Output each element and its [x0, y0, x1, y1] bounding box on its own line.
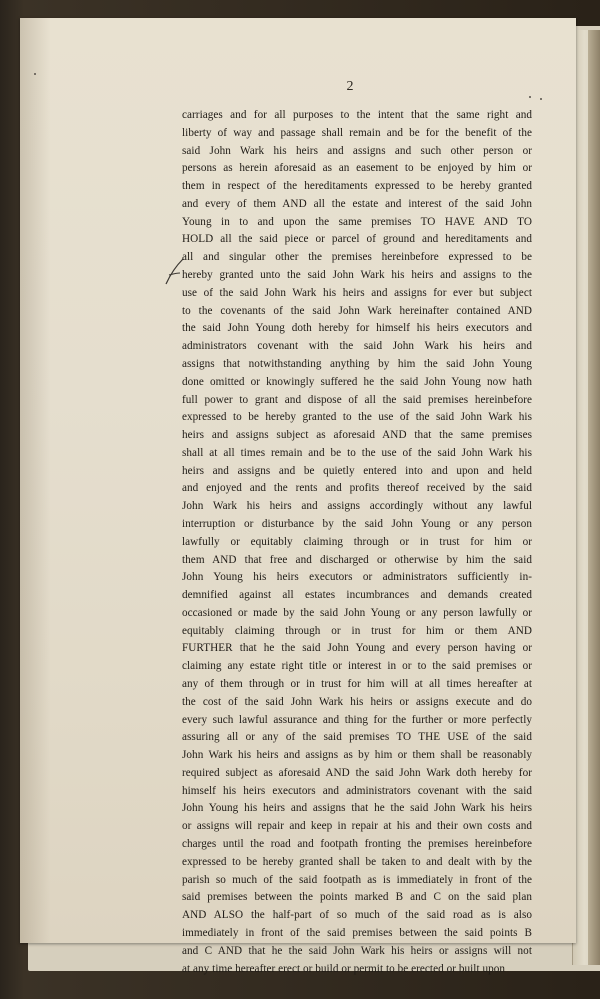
page-number: 2 [346, 79, 354, 94]
text-line: done omitted or knowingly suffered he the said John Young now hath [182, 375, 532, 388]
text-line: lawfully or equitably claiming through or in trust for him or [182, 535, 532, 548]
text-line: demnified against all estates incumbrances and demands created [182, 589, 532, 602]
text-line: Young in to and upon the same premises TO HAVE AND TO [182, 215, 532, 228]
text-line: charges until the road and footpath fronting the premises hereinbefore [182, 838, 532, 851]
text-line: John Young his heirs and assigns that he the said John Wark his heirs [182, 802, 532, 815]
ink-speck [540, 98, 542, 100]
text-line: use of the said John Wark his heirs and assigns for ever but subject [182, 286, 532, 299]
text-line: claiming any estate right title or interest in or to the said premises or [182, 660, 532, 673]
text-line: himself his heirs executors and administrators covenant with the said [182, 784, 532, 797]
text-line: carriages and for all purposes to the intent that the same right and [182, 109, 532, 121]
text-line: interruption or disturbance by the said John Young or any person [182, 517, 532, 530]
text-line: occasioned or made by the said John Young or any person lawfully or [182, 606, 532, 619]
text-line: required subject as aforesaid AND the said John Wark doth hereby for [182, 766, 532, 779]
text-line: assuring all or any of the said premises TO THE USE of the said [182, 731, 532, 744]
text-line: expressed to be hereby granted to the use of the said John Wark his [182, 411, 532, 424]
text-line: John Wark his heirs and assigns as by him or them shall be reasonably [182, 749, 532, 762]
ink-speck [34, 73, 36, 75]
text-line: heirs and assigns subject as aforesaid AND that the same premises [182, 429, 532, 442]
text-line: John Wark his heirs and assigns accordingly without any lawful [182, 500, 532, 513]
text-line: them AND that free and discharged or otherwise by him the said [182, 553, 532, 566]
text-line: heirs and assigns and be quietly entered into and upon and held [182, 464, 532, 477]
deed-text-body [182, 107, 532, 978]
text-line: and enjoyed and the rents and profits thereof received by the said [182, 482, 532, 495]
text-line: expressed to be hereby granted shall be taken to and dealt with by the [182, 855, 532, 868]
text-line: every such lawful assurance and thing for the further or more perfectly [182, 713, 532, 726]
binding-strip [588, 30, 600, 965]
text-line: at any time hereafter erect or build or permit to be erected or built upon [182, 962, 506, 975]
text-line: the cost of the said John Wark his heirs or assigns execute and do [182, 695, 532, 708]
text-line: said John Wark his heirs and assigns and such other person or [182, 144, 532, 157]
text-line: immediately in front of the said premises between the said points B [182, 926, 532, 939]
text-line: or assigns will repair and keep in repair at his and their own costs and [182, 820, 532, 833]
text-line: any of them through or in trust for him will at all times hereafter at [182, 678, 532, 690]
text-line: all and singular other the premises hereinbefore expressed to be [182, 251, 532, 264]
page-fold-shadow [20, 18, 58, 943]
text-line: and every of them AND all the estate and interest of the said John [182, 197, 532, 210]
text-line: assigns that notwithstanding anything by him the said John Young [182, 357, 532, 370]
text-line: persons as herein aforesaid as an easement to be enjoyed by him or [182, 162, 532, 175]
ink-speck [529, 96, 531, 98]
text-line: AND ALSO the half-part of so much of the said road as is also [182, 909, 532, 922]
text-line: HOLD all the said piece or parcel of ground and hereditaments and [182, 233, 532, 246]
text-line: and C AND that he the said John Wark his heirs or assigns will not [182, 944, 532, 957]
text-line: shall at all times remain and be to the use of the said John Wark his [182, 446, 532, 459]
text-line: FURTHER that he the said John Young and every person having or [182, 642, 532, 655]
text-line: the said John Young doth hereby for himself his heirs executors and [182, 322, 532, 335]
text-line: administrators covenant with the said John Wark his heirs and [182, 340, 532, 353]
text-line: parish so much of the said footpath as is immediately in front of the [182, 873, 532, 886]
text-line: hereby granted unto the said John Wark his heirs and assigns to the [182, 269, 532, 282]
text-line: liberty of way and passage shall remain and be for the benefit of the [182, 126, 532, 139]
text-line: to the covenants of the said John Wark hereinafter contained AND [182, 304, 532, 317]
text-line: said premises between the points marked B and C on the said plan [182, 891, 532, 904]
text-line: full power to grant and dispose of all the said premises hereinbefore [182, 393, 532, 406]
text-line: them in respect of the hereditaments expressed to be hereby granted [182, 180, 532, 193]
text-line: John Young his heirs executors or administrators sufficiently in- [182, 571, 532, 584]
text-line: equitably claiming through or in trust for him or them AND [182, 624, 532, 637]
